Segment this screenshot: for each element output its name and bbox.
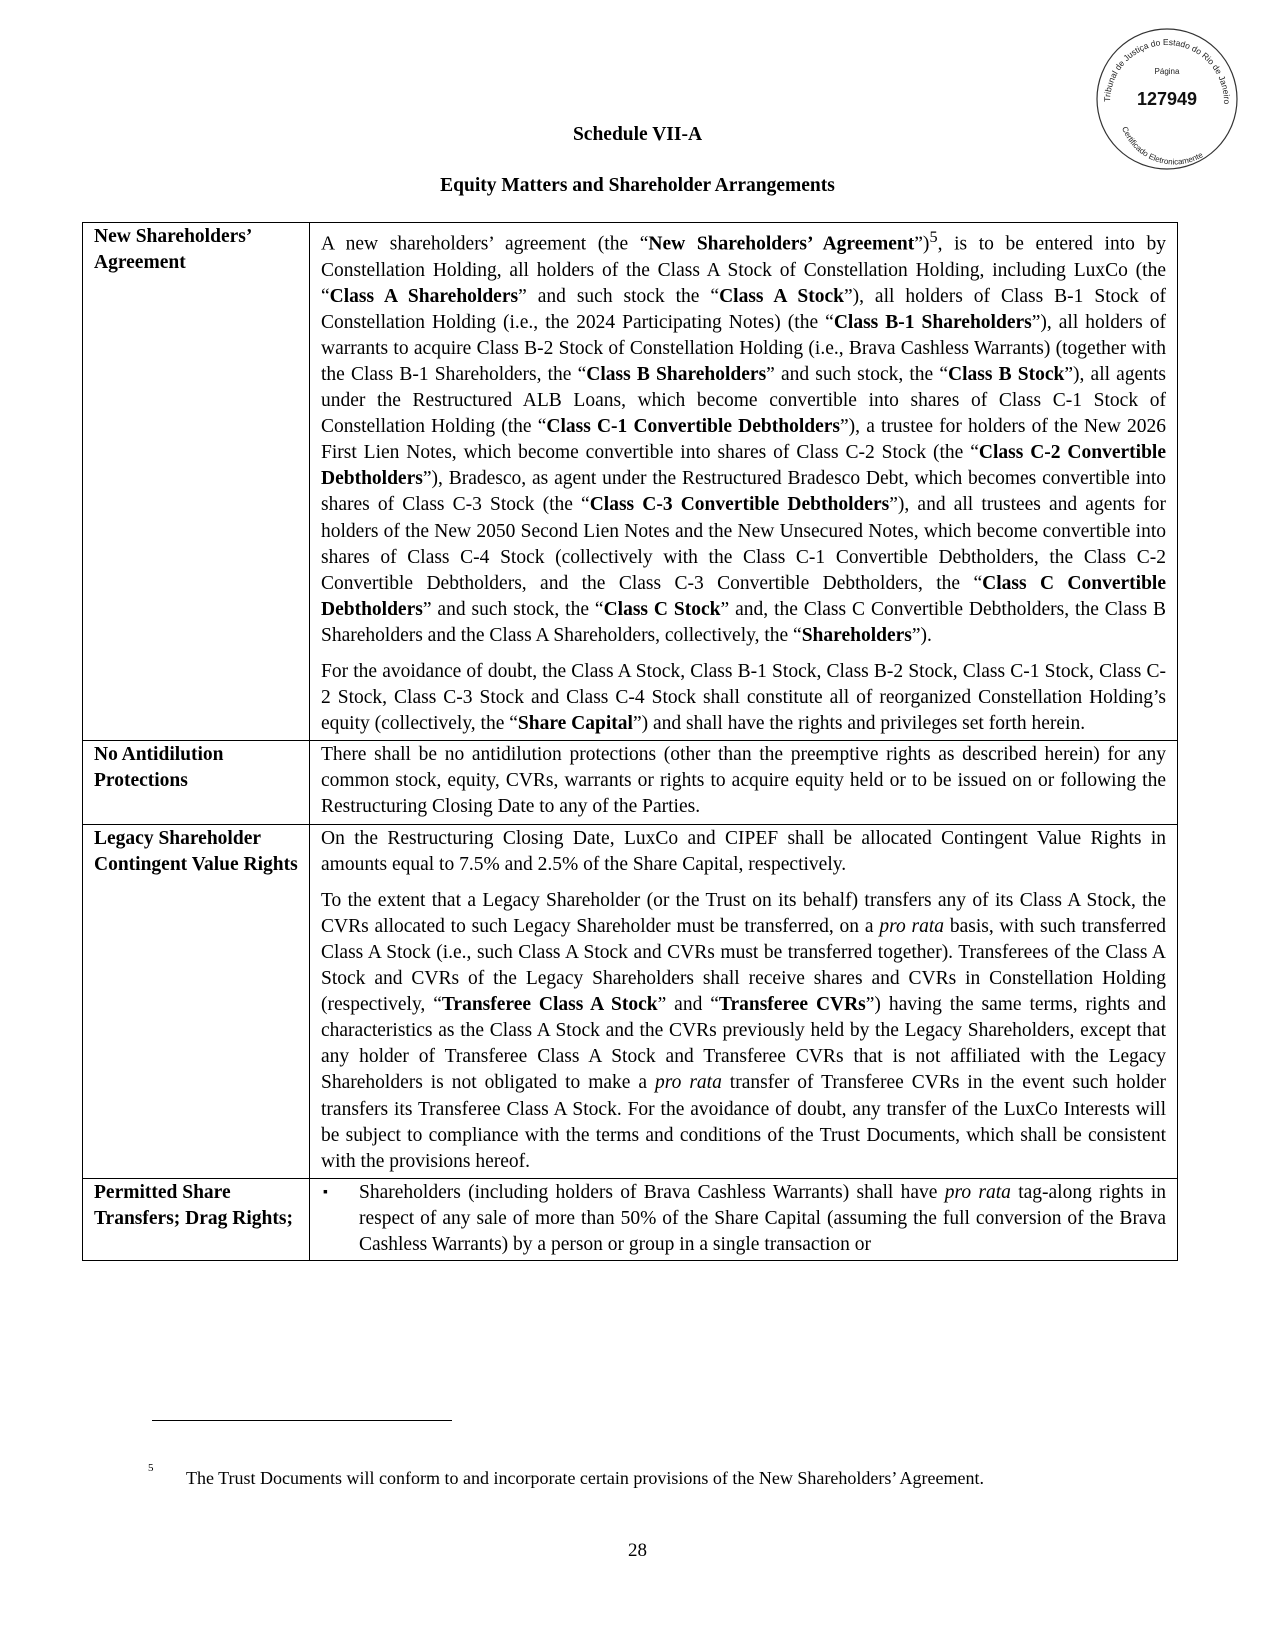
page-number: 28 [628, 1540, 647, 1561]
bullet-item [321, 1180, 1166, 1258]
table-row [83, 824, 1178, 1178]
row-label: Permitted Share Transfers; Drag Rights; [83, 1178, 310, 1260]
stamp-arc-bottom: Certificado Eletronicamente [1120, 125, 1205, 167]
table-row [83, 223, 1178, 741]
paragraph: There shall be no antidilution protections (other than the preemptive rights as described herein) for any common stock, equity, CVRs, warrants or rights to acquire equity held or to be issued on or following the Restructuring Closing Date to any of the Parties. [321, 744, 1166, 818]
terms-table [82, 222, 1178, 1261]
stamp-label: Página [1154, 67, 1180, 76]
schedule-subtitle: Equity Matters and Shareholder Arrangements [440, 175, 835, 196]
footnote [148, 1462, 984, 1489]
paragraph: A new shareholders’ agreement (the “New Shareholders’ Agreement”)$^5$, is to be entered into by Constellation Holding, all holders of the Class A Stock of Constellation Holding, including LuxCo (the “Class A Shareholders” and such stock the “Class A Stock”), all holders of Class B-1 Stock of Constellation Holding (i.e., the 2024 Participating Notes) (the “Class B-1 Shareholders”), all holders of warrants to acquire Class B-2 Stock of Constellation Holding (i.e., Brava Cashless Warrants) (together with the Class B-1 Shareholders, the “Class B Shareholders” and such stock, the “Class B Stock”), all agents under the Restructured ALB Loans, which become convertible into shares of Class C-1 Stock of Constellation Holding (the “Class C-1 Convertible Debtholders”), a trustee for holders of the New 2026 First Lien Notes, which become convertible into shares of Class C-2 Stock (the “Class C-2 Convertible Debtholders”), Bradesco, as agent under the Restructured Bradesco Debt, which becomes convertible into shares of Class C-3 Stock (the “Class C-3 Convertible Debtholders”), and all trustees and agents for holders of the New 2050 Second Lien Notes and the New Unsecured Notes, which become convertible into shares of Class C-4 Stock (collectively with the Class C-1 Convertible Debtholders, the Class C-2 Convertible Debtholders, and the Class C-3 Convertible Debtholders, the “Class C Convertible Debtholders” and such stock, the “Class C Stock” and, the Class C Convertible Debtholders, the Class B Shareholders and the Class A Shareholders, collectively, the “Shareholders”). [321, 228, 1167, 646]
row-body [310, 824, 1178, 1178]
row-label: New Shareholders’ Agreement [83, 223, 310, 741]
square-bullet-icon: ▪ [323, 1184, 328, 1200]
court-stamp [1092, 24, 1242, 174]
row-label: No Antidilution Protections [83, 741, 310, 824]
schedule-title: Schedule VII-A [572, 124, 703, 145]
footnote-separator [152, 1420, 452, 1421]
row-body [310, 741, 1178, 824]
stamp-number: 127949 [1136, 89, 1198, 109]
row-label: Legacy Shareholder Contingent Value Rights [83, 824, 310, 1178]
bullet-text: Shareholders (including holders of Brava Cashless Warrants) shall have pro rata tag-along rights in respect of any sale of more than 50% of the Share Capital (assuming the full conversion of the Brava Cashless Warrants) by a person or group in a single transaction or [359, 1181, 1167, 1255]
stamp-arc-top: Tribunal de Justiça do Estado do Rio de Janeiro [1101, 36, 1233, 105]
paragraph: To the extent that a Legacy Shareholder (or the Trust on its behalf) transfers any of its Class A Stock, the CVRs allocated to such Legacy Shareholder must be transferred, on a pro rata basis, with such transferred Class A Stock (i.e., such Class A Stock and CVRs must be transferred together). Transferees of the Class A Stock and CVRs of the Legacy Shareholders shall receive shares and CVRs in Constellation Holding (respectively, “Transferee Class A Stock” and “Transferee CVRs”) having the same terms, rights and characteristics as the Class A Stock and the CVRs previously held by the Legacy Shareholders, except that any holder of Transferee Class A Stock and Transferee CVRs that is not affiliated with the Legacy Shareholders is not obligated to make a pro rata transfer of Transferee CVRs in the event such holder transfers its Transferee Class A Stock. For the avoidance of doubt, any transfer of the LuxCo Interests will be subject to compliance with the terms and conditions of the Trust Documents, which shall be consistent with the provisions hereof. [321, 889, 1167, 1172]
footnote-text: The Trust Documents will conform to and incorporate certain provisions of the New Shareholders’ Agreement. [186, 1468, 984, 1488]
footnote-marker: 5 [148, 1462, 154, 1474]
paragraph: For the avoidance of doubt, the Class A Stock, Class B-1 Stock, Class B-2 Stock, Class C-1 Stock, Class C-2 Stock, Class C-3 Stock and Class C-4 Stock shall constitute all of reorganized Constellation Holding’s equity (collectively, the “Share Capital”) and shall have the rights and privileges set forth herein. [321, 661, 1166, 735]
row-body [310, 223, 1178, 741]
table-row [83, 741, 1178, 824]
table-row [83, 1178, 1178, 1260]
row-body [310, 1178, 1178, 1260]
paragraph: On the Restructuring Closing Date, LuxCo and CIPEF shall be allocated Contingent Value Rights in amounts equal to 7.5% and 2.5% of the Share Capital, respectively. [321, 827, 1166, 875]
